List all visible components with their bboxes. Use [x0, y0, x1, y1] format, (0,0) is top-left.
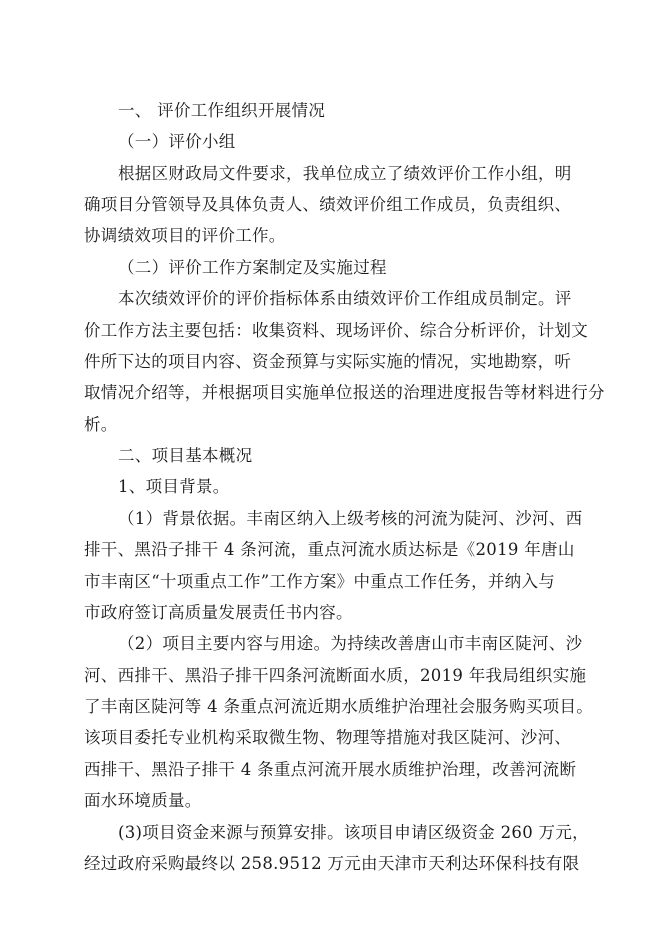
paragraph-line: 根据区财政局文件要求，我单位成立了绩效评价工作小组，明: [118, 164, 572, 183]
paragraph-line: 价工作方法主要包括：收集资料、现场评价、综合分析评价，计划文: [84, 321, 588, 340]
section-1-heading: 一、 评价工作组织开展情况: [118, 101, 326, 120]
paragraph-line: 西排干、黑沿子排干 4 条重点河流开展水质维护治理，改善河流断: [84, 760, 577, 779]
section-2-heading: 二、项目基本概况: [118, 446, 253, 465]
paragraph-line: 市丰南区“十项重点工作”工作方案》中重点工作任务，并纳入与: [84, 572, 556, 591]
paragraph-line: 该项目委托专业机构采取微生物、物理等措施对我区陡河、沙河、: [84, 728, 572, 747]
paragraph-line: 析。: [84, 415, 118, 434]
paragraph-line: (3)项目资金来源与预算安排。该项目申请区级资金 260 万元，: [118, 823, 589, 842]
paragraph-line: 协调绩效项目的评价工作。: [84, 226, 286, 245]
section-1-sub-1-heading: （一）评价小组: [118, 132, 236, 151]
paragraph-line: 件所下达的项目内容、资金预算与实际实施的情况，实地勘察，听: [84, 352, 572, 371]
paragraph-line: 河、西排干、黑沿子排干四条河流断面水质，2019 年我局组织实施: [84, 666, 587, 685]
paragraph-line: 确项目分管领导及具体负责人、绩效评价组工作成员，负责组织、: [84, 195, 572, 214]
paragraph-line: 取情况介绍等，并根据项目实施单位报送的治理进度报告等材料进行分: [84, 383, 605, 402]
section-2-item-1-heading: 1、项目背景。: [118, 477, 230, 496]
paragraph-line: 本次绩效评价的评价指标体系由绩效评价工作组成员制定。评: [118, 289, 572, 308]
section-1-sub-2-heading: （二）评价工作方案制定及实施过程: [118, 258, 387, 277]
paragraph-line: 市政府签订高质量发展责任书内容。: [84, 603, 353, 622]
paragraph-line: （2）项目主要内容与用途。为持续改善唐山市丰南区陡河、沙: [118, 634, 583, 653]
paragraph-line: （1）背景依据。丰南区纳入上级考核的河流为陡河、沙河、西: [118, 509, 583, 528]
paragraph-line: 排干、黑沿子排干 4 条河流，重点河流水质达标是《2019 年唐山: [84, 540, 575, 559]
paragraph-line: 面水环境质量。: [84, 791, 202, 810]
paragraph-line: 经过政府采购最终以 258.9512 万元由天津市天利达环保科技有限: [84, 854, 580, 873]
paragraph-line: 了丰南区陡河等 4 条重点河流近期水质维护治理社会服务购买项目。: [84, 697, 594, 716]
